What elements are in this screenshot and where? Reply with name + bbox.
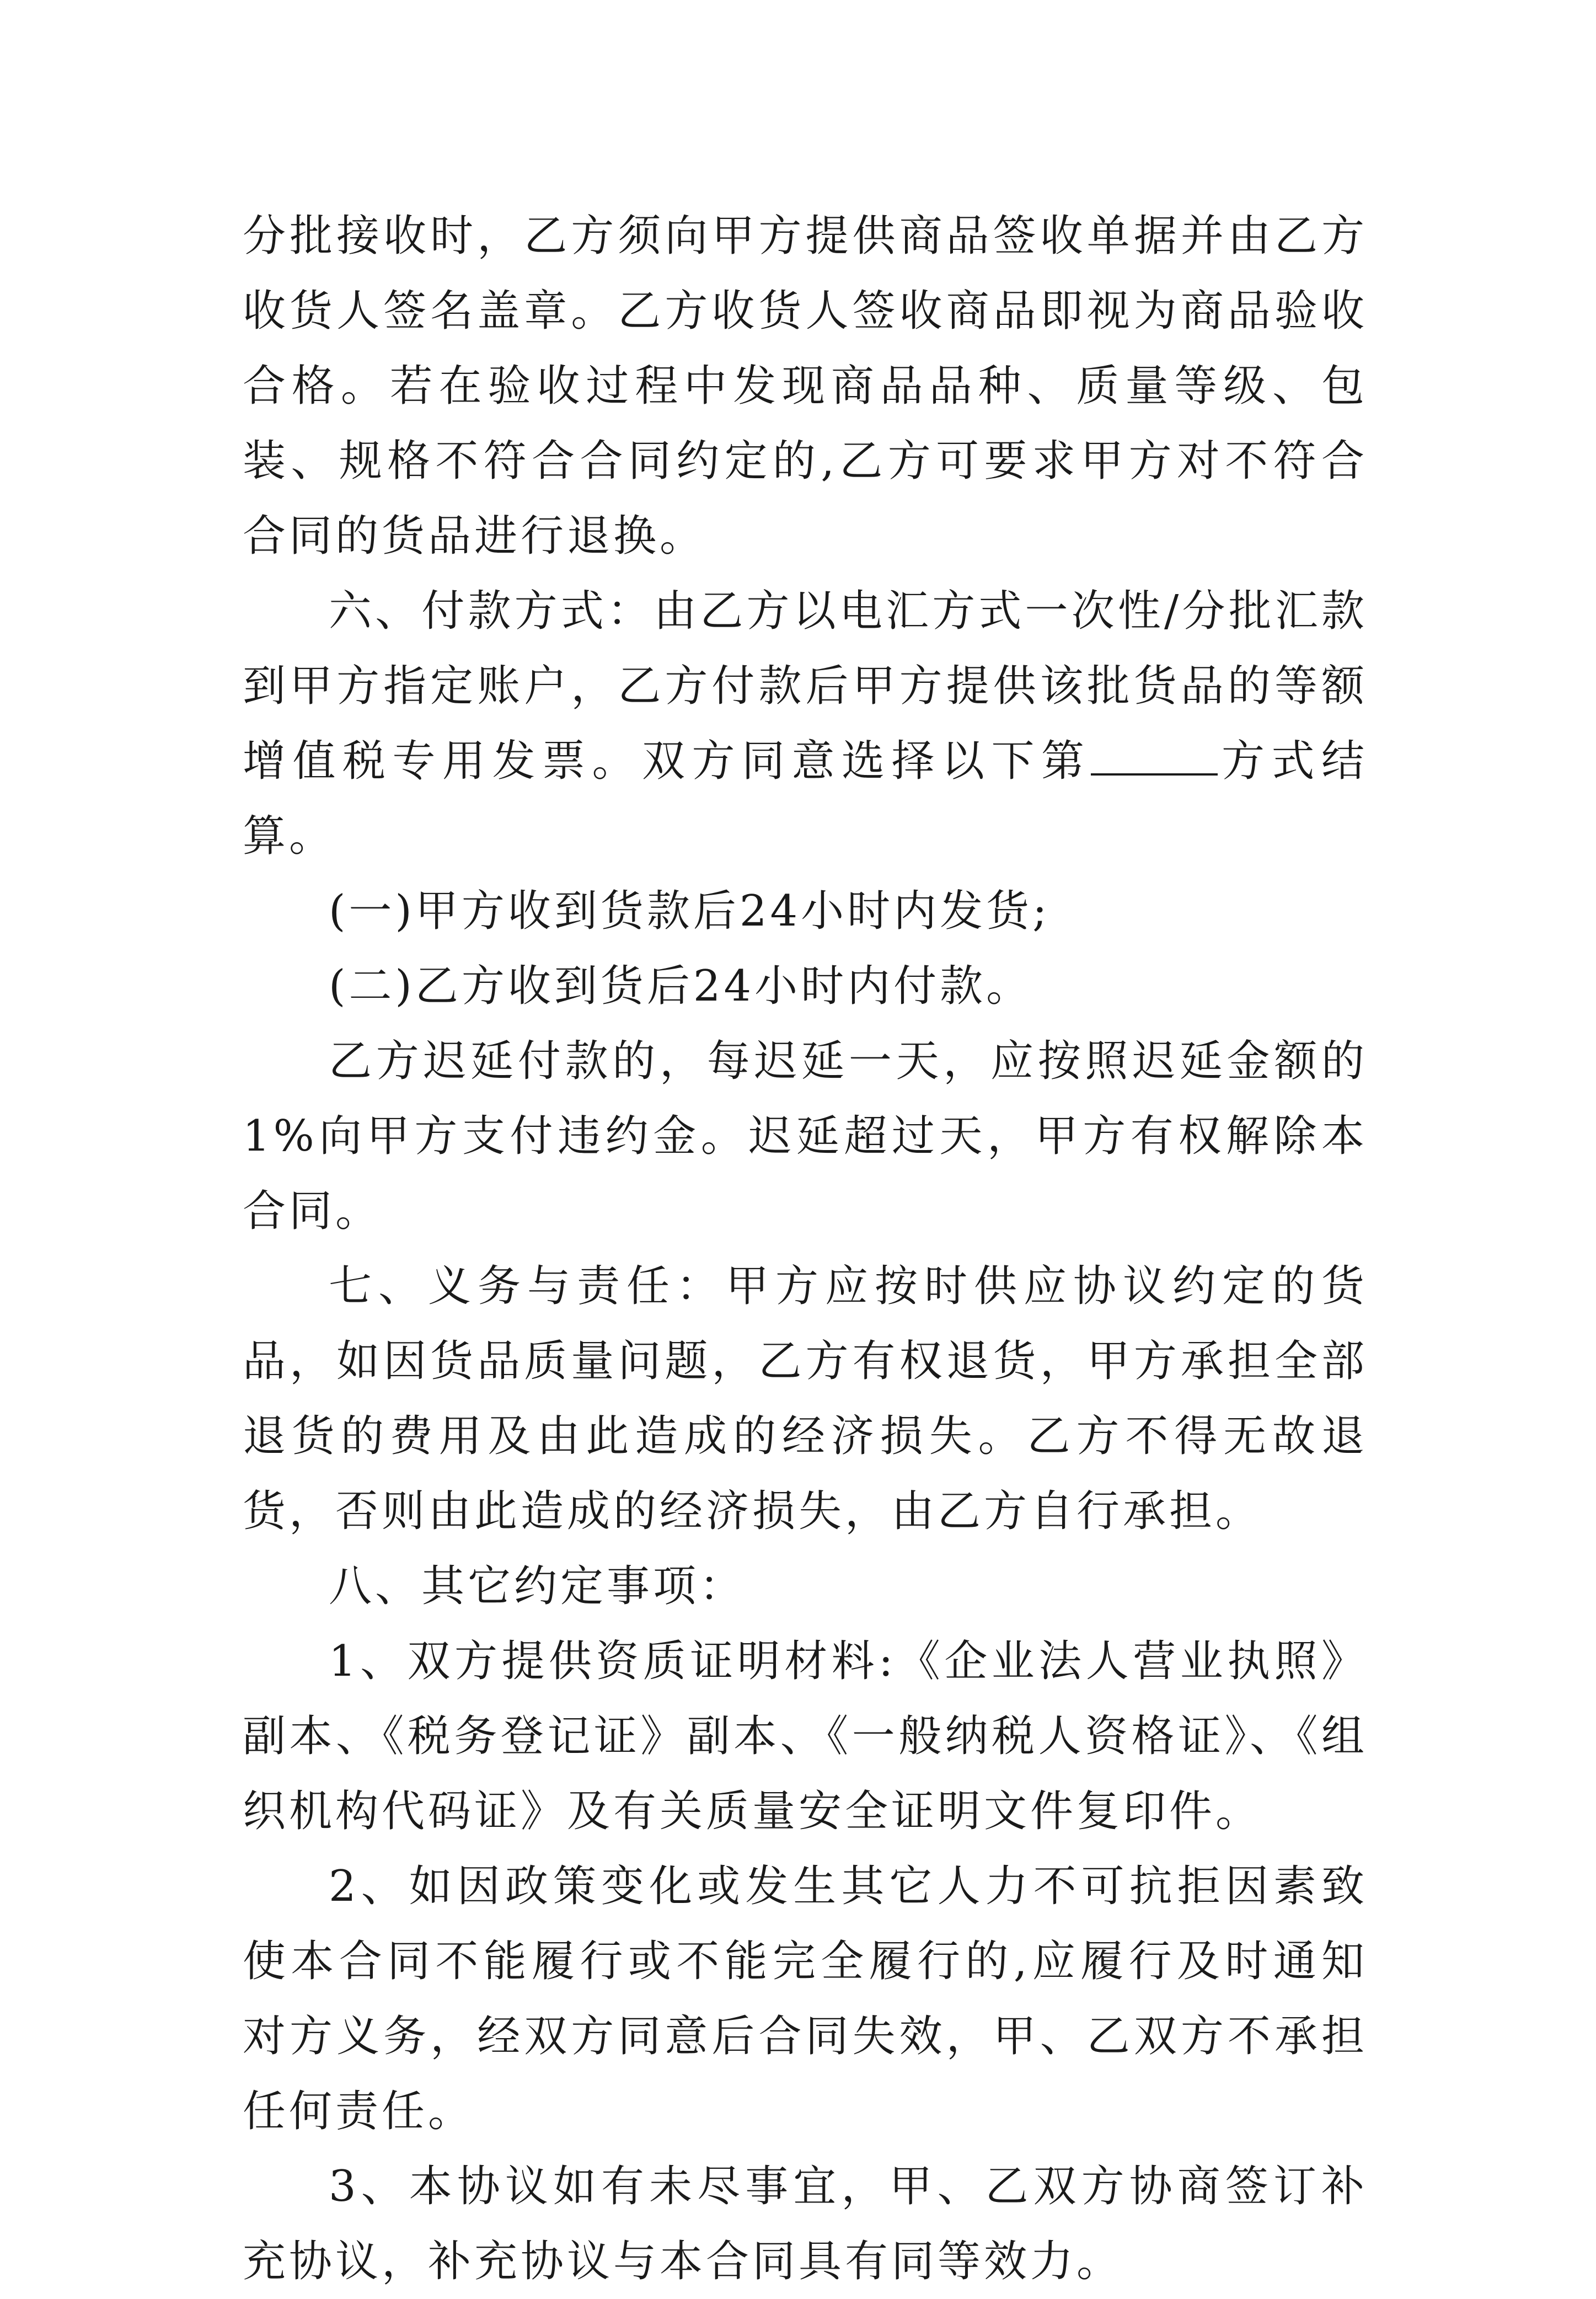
paragraph-other-terms-heading: 八、其它约定事项：: [329, 1562, 746, 1611]
paragraph-supplementary: 3、本协议如有未尽事宜，甲、乙双方协商签订补充协议，补充协议与本合同具有同等效力。: [243, 2162, 1368, 2286]
paragraph-late-payment: 乙方迟延付款的，每迟延一天，应按照迟延金额的1%向甲方支付违约金。迟延超过天，甲方有权解除本合同。: [243, 1036, 1368, 1236]
document-body: [243, 199, 1368, 2299]
paragraph-receipt-acceptance: 分批接收时，乙方须向甲方提供商品签收单据并由乙方收货人签名盖章。乙方收货人签收商品即视为商品验收合格。若在验收过程中发现商品品种、质量等级、包装、规格不符合合同约定的,乙方可要求甲方对不符合合同的货品进行退换。: [243, 211, 1368, 561]
paragraph-option-one: (一)甲方收到货款后24小时内发货;: [329, 886, 1051, 936]
paragraph-qualification-docs: 1、双方提供资质证明材料:《企业法人营业执照》副本、《税务登记证》副本、《一般纳税人资格证》、《组织机构代码证》及有关质量安全证明文件复印件。: [243, 1637, 1368, 1836]
payment-method-text-end: 方式结算。: [243, 736, 1368, 861]
paragraph-payment-method: [243, 574, 1368, 874]
paragraph-obligations: 七、义务与责任：甲方应按时供应协议约定的货品，如因货品质量问题，乙方有权退货，甲方承担全部退货的费用及由此造成的经济损失。乙方不得无故退货，否则由此造成的经济损失，由乙方自行承担。: [243, 1261, 1368, 1536]
settlement-option-blank: [1091, 735, 1218, 776]
payment-method-text: 六、付款方式：由乙方以电汇方式一次性/分批汇款到甲方指定账户，乙方付款后甲方提供该批货品的等额增值税专用发票。双方同意选择以下第: [243, 586, 1368, 786]
paragraph-option-two: (二)乙方收到货后24小时内付款。: [329, 961, 1033, 1011]
paragraph-force-majeure: 2、如因政策变化或发生其它人力不可抗拒因素致使本合同不能履行或不能完全履行的,应履行及时通知对方义务，经双方同意后合同失效，甲、乙双方不承担任何责任。: [243, 1862, 1368, 2136]
